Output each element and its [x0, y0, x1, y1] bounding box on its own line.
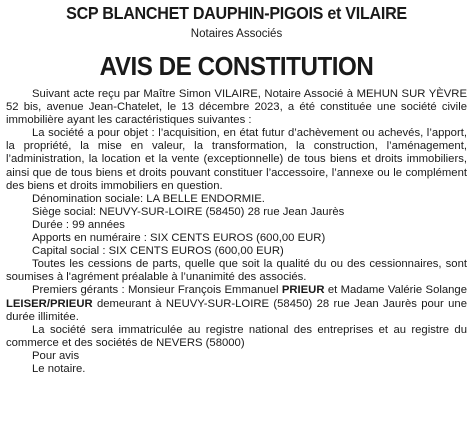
- gerant-name-prieur: PRIEUR: [281, 284, 325, 297]
- paragraph-immatriculation: La société sera immatriculée au registre national des entreprises et au registre du commerce et des sociétés de NEVERS (58000): [6, 323, 467, 349]
- line-pour-avis: Pour avis: [32, 349, 80, 362]
- line-denomination: Dénomination sociale: LA BELLE ENDORMIE.: [32, 192, 265, 205]
- gerant-name-leiser: LEISER: [6, 297, 47, 310]
- gerants-text-1: Premiers gérants : Monsieur François Emmanuel: [32, 284, 282, 297]
- gerant-name-prieur-2: PRIEUR: [49, 297, 93, 310]
- firm-subtitle: Notaires Associés: [190, 28, 283, 40]
- firm-name: SCP BLANCHET DAUPHIN-PIGOIS et VILAIRE: [66, 3, 407, 23]
- gerants-text-2: et Madame Valérie Solange: [324, 284, 468, 297]
- notice-title: AVIS DE CONSTITUTION: [99, 51, 374, 81]
- notice-body: [6, 88, 467, 376]
- gerant-name-separator: /: [46, 297, 50, 310]
- line-capital: Capital social : SIX CENTS EUROS (600,00 EUR): [32, 245, 284, 258]
- line-duree: Durée : 99 années: [32, 218, 125, 231]
- paragraph-acte: Suivant acte reçu par Maître Simon VILAIRE, Notaire Associé à MEHUN SUR YÈVRE 52 bis, avenue Jean-Chatelet, le 13 décembre 2023, a été constituée une société civile immobilière ayant les caractéristiques suivantes :: [6, 88, 467, 127]
- gerants-text-3: demeurant à NEUVY-SUR-LOIRE (58450) 28 rue Jean Jaurès pour une durée illimitée.: [6, 297, 467, 323]
- paragraph-gerants: [6, 284, 467, 323]
- paragraph-cessions: Toutes les cessions de parts, quelle que soit la qualité du ou des cessionnaires, sont soumises à l'agrément préalable à l’unanimité des associés.: [6, 258, 467, 284]
- line-siege: Siège social: NEUVY-SUR-LOIRE (58450) 28 rue Jean Jaurès: [32, 205, 345, 218]
- paragraph-objet: La société a pour objet : l’acquisition, en état futur d’achèvement ou achevés, l’apport, la propriété, la mise en valeur, la transformation, la construction, l’aménagement, l’administration, la location et la vente (exceptionnelle) de tous biens et droits immobiliers, ainsi que de tous biens et droits pouvant constituer l’accessoire, l’annexe ou le complément des biens et droits immobiliers en question.: [6, 127, 467, 192]
- line-apports: Apports en numéraire : SIX CENTS EUROS (600,00 EUR): [32, 232, 326, 245]
- line-signature: Le notaire.: [32, 362, 86, 375]
